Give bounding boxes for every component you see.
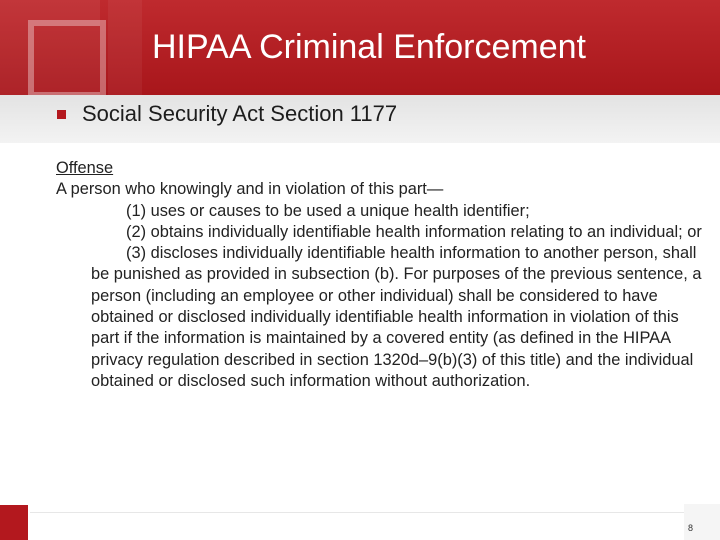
- statute-items: [56, 201, 706, 393]
- square-bullet-icon: [57, 110, 66, 119]
- header-decoration-frame: [28, 20, 106, 95]
- statute-text: [56, 158, 706, 392]
- slide-header: [0, 0, 720, 95]
- statute-item: [91, 201, 706, 222]
- footer-divider: [30, 512, 720, 513]
- statute-item-text: (2) obtains individually identifiable health information relating to an individual; or: [126, 222, 702, 241]
- statute-item: [91, 243, 706, 392]
- statute-item: [91, 222, 706, 243]
- statute-intro: A person who knowingly and in violation of this part—: [56, 180, 444, 199]
- slide-title: HIPAA Criminal Enforcement: [152, 28, 586, 66]
- offense-heading: Offense: [56, 159, 114, 177]
- statute-item-text: (3) discloses individually identifiable health information to another person, shall be punished as provided in subsection (b). For purposes of the previous sentence, a person (including an employee or other individual) shall be considered to have obtained or disclosed individually identifiable health information in violation of this part if the information is maintained by a covered entity (as defined in the HIPAA privacy regulation described in section 1320d–9(b)(3) of this title) and the individual obtained or disclosed such information without authorization.: [91, 244, 702, 390]
- statute-item-text: (1) uses or causes to be used a unique health identifier;: [126, 201, 530, 220]
- footer-accent-bar: [0, 505, 28, 540]
- page-number: 8: [688, 523, 694, 533]
- footer-corner-decoration: [684, 504, 720, 540]
- header-decoration-block: [108, 0, 142, 95]
- bullet-heading: Social Security Act Section 1177: [82, 101, 398, 126]
